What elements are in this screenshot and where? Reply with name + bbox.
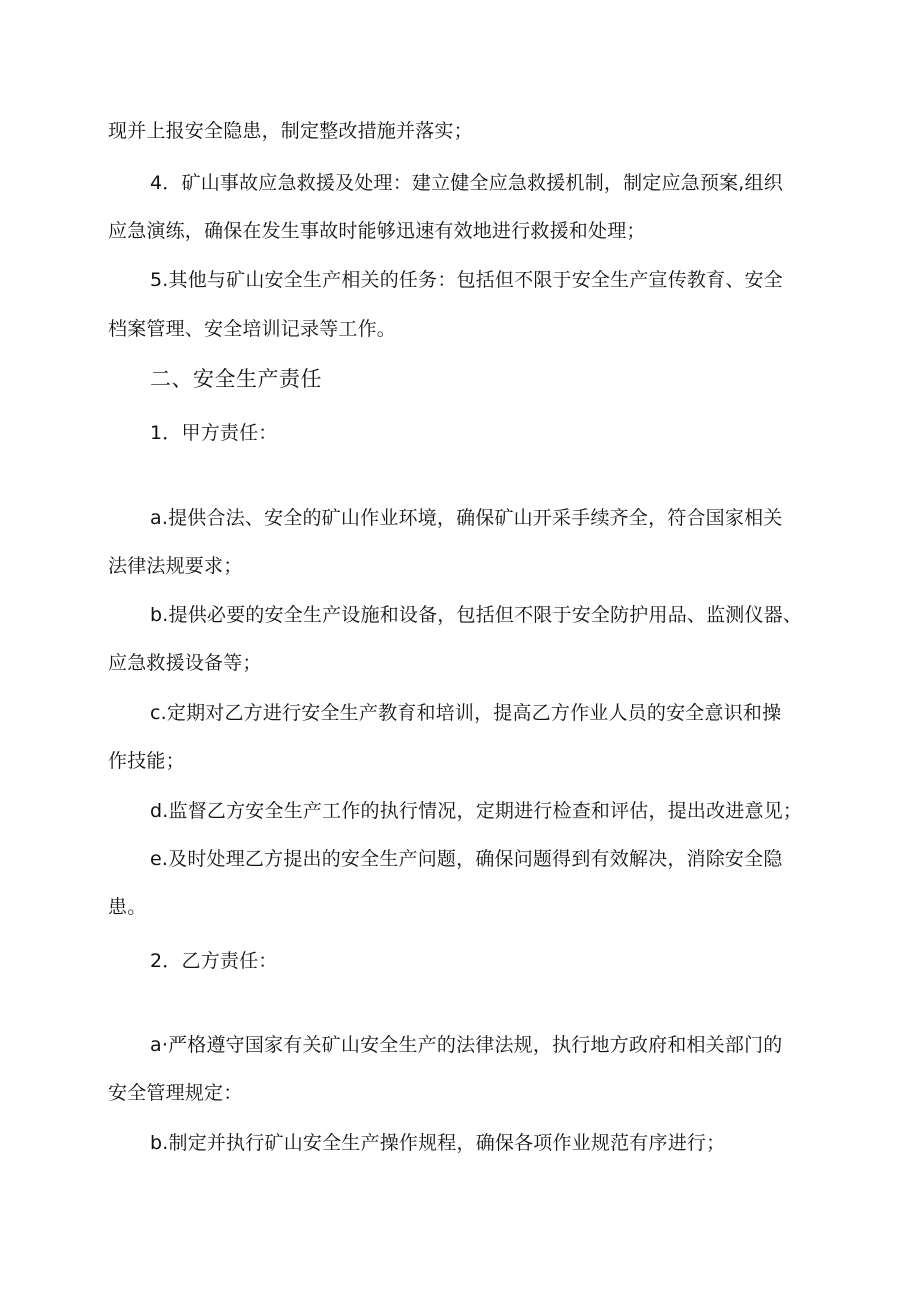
subsection-heading-party-a: 1．甲方责任： [150,422,278,444]
list-item-5: 5.其他与矿山安全生产相关的任务：包括但不限于安全生产宣传教育、安全 [150,269,783,291]
subsection-heading-party-b: 2．乙方责任： [150,950,278,972]
list-item-a: a.提供合法、安全的矿山作业环境，确保矿山开采手续齐全，符合国家相关 [150,507,783,529]
list-item-b: b.制定并执行矿山安全生产操作规程，确保各项作业规范有序进行； [150,1132,726,1154]
paragraph-line: 安全管理规定： [108,1082,243,1104]
list-item-d: d.监督乙方安全生产工作的执行情况，定期进行检查和评估，提出改进意见； [150,800,803,822]
paragraph-line: 应急救援设备等； [108,652,262,674]
list-item-e: e.及时处理乙方提出的安全生产问题，确保问题得到有效解决，消除安全隐 [150,848,783,870]
list-item-c: c.定期对乙方进行安全生产教育和培训，提高乙方作业人员的安全意识和操 [150,702,782,724]
paragraph-line: 患。 [108,896,147,918]
list-item-a: a·严格遵守国家有关矿山安全生产的法律法规，执行地方政府和相关部门的 [150,1034,783,1056]
paragraph-line: 应急演练，确保在发生事故时能够迅速有效地进行救援和处理； [108,220,646,242]
paragraph-line: 档案管理、安全培训记录等工作。 [108,318,397,340]
paragraph-line: 法律法规要求； [108,555,243,577]
paragraph-line: 现并上报安全隐患，制定整改措施并落实； [108,120,473,142]
list-item-4: 4．矿山事故应急救援及处理：建立健全应急救援机制，制定应急预案,组织 [150,172,783,194]
section-heading: 二、安全生产责任 [150,367,322,391]
list-item-b: b.提供必要的安全生产设施和设备，包括但不限于安全防护用品、监测仪器、 [150,604,803,626]
paragraph-line: 作技能； [108,750,185,772]
